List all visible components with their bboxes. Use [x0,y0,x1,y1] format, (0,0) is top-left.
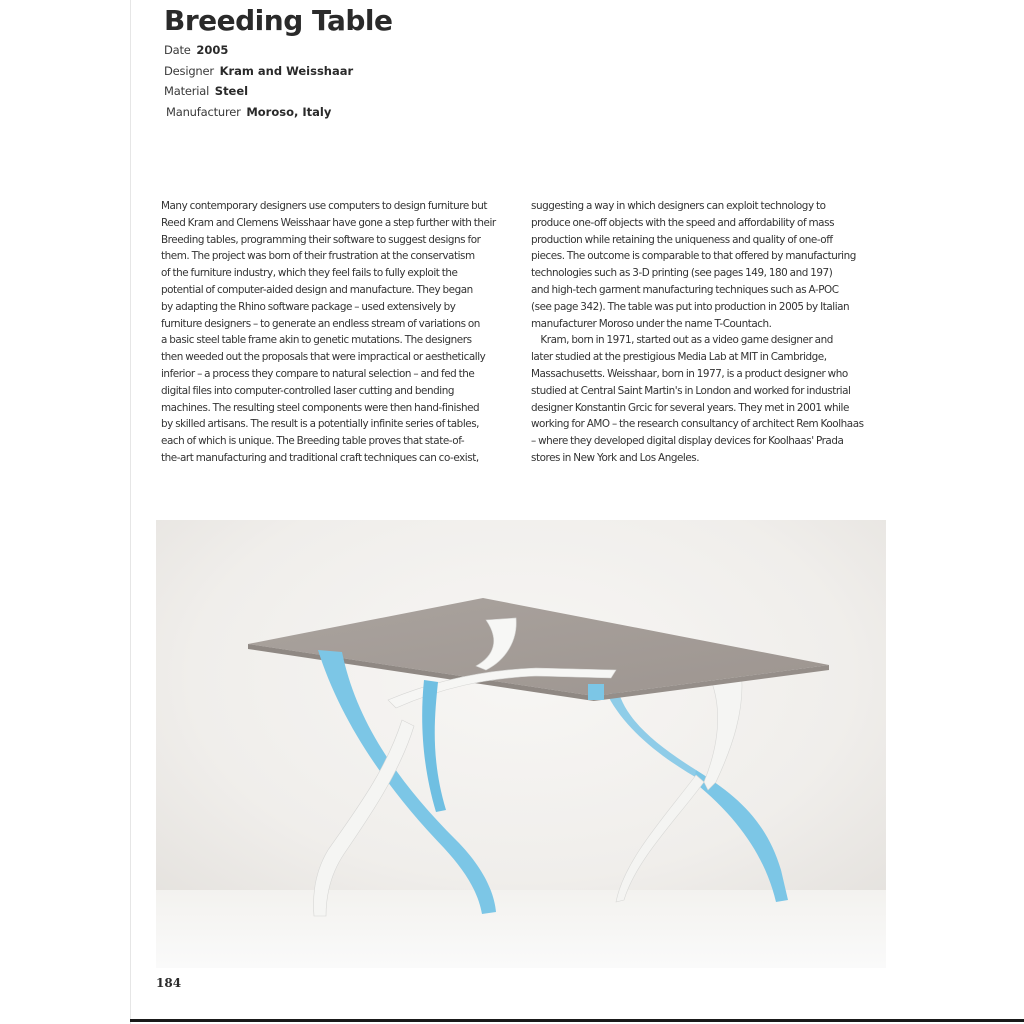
left-line: Many contemporary designers use computers to design furniture but [161,200,488,212]
right-line: technologies such as 3-D printing (see pages 149, 180 and 197) [531,267,833,280]
meta-material-label: Material [164,84,210,99]
body-text-right-column [531,198,891,467]
left-line: each of which is unique. The Breeding table proves that state-of- [161,435,465,448]
meta-manufacturer [164,102,353,123]
meta-material [164,81,353,102]
left-line: digital files into computer-controlled laser cutting and bending [161,384,454,397]
left-line: Breeding tables, programming their software to suggest designs for [161,233,481,246]
left-line: the-art manufacturing and traditional craft techniques can co-exist, [161,451,479,464]
meta-material-value: Steel [214,84,249,99]
left-line: inferior – a process they compare to natural selection – and fed the [161,367,475,380]
right-line: working for AMO – the research consultancy of architect Rem Koolhaas [531,418,864,431]
right-line: designer Konstantin Grcic for several years. They met in 2001 while [531,401,849,414]
meta-date-value: 2005 [196,43,229,57]
right-line: stores in New York and Los Angeles. [531,451,700,464]
page-number: 184 [156,976,182,990]
left-line: by adapting the Rhino software package – used extensively by [161,300,456,313]
right-line: (see page 342). The table was put into production in 2005 by Italian [531,300,850,313]
product-metadata [164,40,353,122]
left-line: of the furniture industry, which they feel fails to fully exploit the [161,267,458,280]
meta-designer-value: Kram and Weisshaar [219,63,354,78]
meta-designer [164,61,353,82]
right-line: production while retaining the uniqueness and quality of one-off [531,233,833,246]
left-line: a basic steel table frame akin to genetic mutations. The designers [161,334,472,347]
left-line: Reed Kram and Clemens Weisshaar have gone a step further with their [161,216,496,229]
breeding-table-photo [156,520,886,968]
left-line: machines. The resulting steel components were then hand-finished [161,401,480,414]
meta-manufacturer-value: Moroso, Italy [246,104,332,119]
page-title: Breeding Table [164,4,393,37]
left-line: potential of computer-aided design and manufacture. They began [161,283,473,296]
meta-designer-label: Designer [164,63,214,78]
right-line: pieces. The outcome is comparable to that offered by manufacturing [531,250,856,263]
right-line: and high-tech garment manufacturing techniques such as A-POC [531,283,839,296]
right-line: produce one-off objects with the speed and affordability of mass [531,216,835,229]
page-edge [130,0,131,1024]
left-line: them. The project was born of their frustration at the conservatism [161,250,475,263]
right-line: manufacturer Moroso under the name T-Countach. [531,317,772,330]
right-line: later studied at the prestigious Media Lab at MIT in Cambridge, [531,351,827,364]
left-line: then weeded out the proposals that were impractical or aesthetically [161,351,486,364]
left-line: by skilled artisans. The result is a potentially infinite series of tables, [161,418,480,431]
right-line: Massachusetts. Weisshaar, born in 1977, is a product designer who [531,367,848,380]
meta-manufacturer-label: Manufacturer [166,104,241,119]
right-line: suggesting a way in which designers can exploit technology to [531,200,826,212]
left-line: furniture designers – to generate an endless stream of variations on [161,317,480,330]
body-text-left-column [161,198,521,467]
table-illustration [156,520,886,968]
right-line: studied at Central Saint Martin's in London and worked for industrial [531,384,851,397]
right-line: – where they developed digital display devices for Koolhaas' Prada [531,435,844,448]
meta-date [164,40,353,61]
page-bottom-rule [130,1019,1024,1022]
center-blue-clip [588,684,604,700]
right-line: Kram, born in 1971, started out as a video game designer and [531,334,833,347]
meta-date-label: Date [164,43,191,57]
